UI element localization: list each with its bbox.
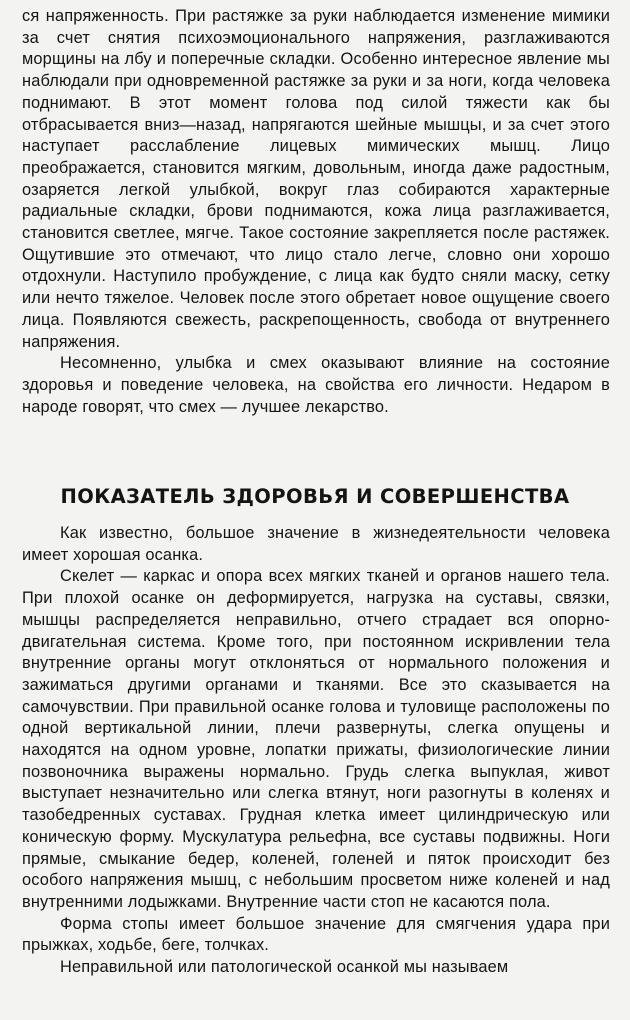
paragraph: Как известно, большое значение в жизнедеятельности человека имеет хорошая осанка. [22,524,610,564]
paragraph: ся напряженность. При растяжке за руки наблюдается изменение мимики за счет снятия психоэмоционального напряжения, разглаживаются морщины на лбу и поперечные складки. Особенно интересное явление мы наблюдали при одновременной растяжке за руки и за ноги, когда человека поднимают. В этот момент голова под силой тяжести как бы отбрасывается вниз—назад, напрягаются шейные мышцы, и за счет этого наступает расслабление лицевых мимических мышц. Лицо преображается, становится мягким, довольным, иногда даже радостным, озаряется легкой улыбкой, вокруг глаз собираются характерные радиальные складки, брови поднимаются, кожа лица разглаживается, становится светлее, мягче. Такое состояние закрепляется после растяжек. Ощутившие это отмечают, что лицо стало легче, словно они хорошо отдохнули. Наступило пробуждение, с лица как будто сняли маску, сетку или нечто тяжелое. Человек после этого обретает новое ощущение своего лица. Появляются свежесть, раскрепощенность, свобода от внутреннего напряжения. [22,7,610,351]
section-two-text [22,523,610,979]
section-title: ПОКАЗАТЕЛЬ ЗДОРОВЬЯ И СОВЕРШЕНСТВА [60,485,570,508]
section-one-text [22,6,610,418]
paragraph: Неправильной или патологической осанкой мы называем [60,958,509,977]
paragraph: Несомненно, улыбка и смех оказывают влияние на состояние здоровья и поведение человека, на свойства его личности. Недаром в народе говорят, что смех — лучшее лекарство. [22,354,610,416]
paragraph: Скелет — каркас и опора всех мягких тканей и органов нашего тела. При плохой осанке он деформируется, нагрузка на суставы, связки, мышцы распределяется неправильно, отчего страдает вся опорно-двигательная система. Кроме того, при постоянном искривлении тела внутренние органы могут отклоняться от нормального положения и зажиматься другими органами и тканями. Все это сказывается на самочувствии. При правильной осанке голова и туловище расположены по одной вертикальной линии, плечи развернуты, слегка опущены и находятся на одном уровне, лопатки прижаты, физиологические линии позвоночника выражены нормально. Грудь слегка выпуклая, живот выступает незначительно или слегка втянут, ноги разогнуты в коленях и тазобедренных суставах. Грудная клетка имеет цилиндрическую или коническую форму. Мускулатура рельефна, все суставы подвижны. Ноги прямые, смыкание бедер, коленей, голеней и пяток происходит без особого напряжения мышц, с небольшим просветом ниже коленей и над внутренними лодыжками. Внутренние части стоп не касаются пола. [22,567,610,911]
paragraph: Форма стопы имеет большое значение для смягчения удара при прыжках, ходьбе, беге, толчках. [22,914,610,955]
